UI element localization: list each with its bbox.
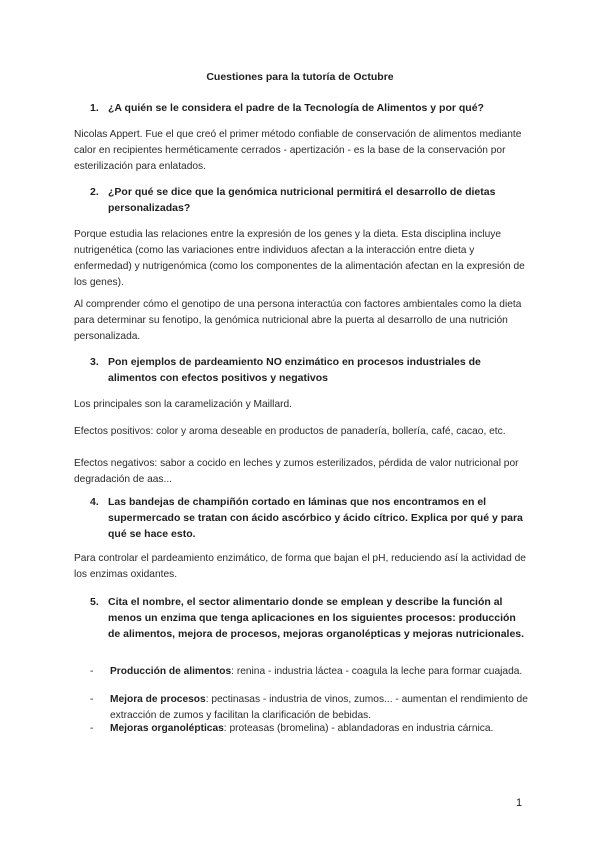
bullet-label: Mejora de procesos — [110, 694, 206, 705]
bullet-label: Mejoras organolépticas — [110, 723, 224, 734]
question-4: Las bandejas de champiñón cortado en láminas que nos encontramos en el supermercado se tratan con ácido ascórbico y ácido cítrico. Explica por qué y para qué se hace esto. — [108, 496, 523, 540]
bullet-item — [110, 664, 530, 680]
bullet-item — [110, 692, 530, 724]
question-1: ¿A quién se le considera el padre de la Tecnología de Alimentos y por qué? — [108, 102, 484, 114]
answer-2-paragraph-1: Porque estudia las relaciones entre la expresión de los genes y la dieta. Esta disciplina incluye nutrigenética (como las variaciones entre individuos afectan a la interacción entre dieta y enfermedad) y nutrigenómica (como los componentes de la alimentación afectan en la expresión de los genes). — [74, 229, 525, 288]
bullet-item — [110, 721, 530, 737]
question-3: Pon ejemplos de pardeamiento NO enzimático en procesos industriales de alimentos con efectos positivos y negativos — [108, 356, 481, 384]
bullet-dash: - — [90, 694, 94, 705]
bullet-dash: - — [90, 723, 94, 734]
bullet-text: : renina - industria láctea - coagula la leche para formar cuajada. — [231, 666, 523, 677]
document-title: Cuestiones para la tutoría de Octubre — [206, 71, 394, 83]
question-5: Cita el nombre, el sector alimentario donde se emplean y describe la función al menos un enzima que tenga aplicaciones en los siguientes procesos: producción de alimentos, mejora de procesos, mejoras organolépticas y mejoras nutricionales. — [108, 596, 525, 640]
bullet-dash: - — [90, 666, 94, 677]
question-number-4: 4. — [90, 496, 99, 508]
answer-2-paragraph-2: Al comprender cómo el genotipo de una persona interactúa con factores ambientales como la dieta para determinar su fenotipo, la genómica nutricional abre la puerta al desarrollo de una nutrición personalizada. — [74, 299, 522, 342]
bullet-text: : proteasas (bromelina) - ablandadoras en industria cárnica. — [223, 723, 494, 734]
bullet-text: : pectinasas - industria de vinos, zumos... - aumentan el rendimiento de extracción de zumos y facilitan la clarificación de bebidas. — [110, 694, 528, 721]
question-number-1: 1. — [90, 102, 99, 114]
bullet-label: Producción de alimentos — [110, 666, 232, 677]
question-number-5: 5. — [90, 596, 99, 608]
answer-3-negative-effects: Efectos negativos: sabor a cocido en leches y zumos esterilizados, pérdida de valor nutricional por degradación de aas... — [74, 458, 519, 485]
page-number: 1 — [516, 797, 523, 809]
answer-3-positive-effects: Efectos positivos: color y aroma deseable en productos de panadería, bollería, café, cacao, etc. — [74, 426, 506, 437]
answer-4: Para controlar el pardeamiento enzimático, de forma que bajan el pH, reduciendo así la actividad de los enzimas oxidantes. — [74, 553, 526, 580]
answer-3-paragraph-1: Los principales son la caramelización y Maillard. — [74, 399, 292, 410]
question-number-2: 2. — [90, 186, 99, 198]
question-number-3: 3. — [90, 356, 99, 368]
question-2: ¿Por qué se dice que la genómica nutricional permitirá el desarrollo de dietas personalizadas? — [108, 186, 496, 214]
answer-1: Nicolas Appert. Fue el que creó el primer método confiable de conservación de alimentos mediante calor en recipientes herméticamente cerrados - apertización - es la base de la conservación por esterilización para enlatados. — [74, 129, 522, 172]
